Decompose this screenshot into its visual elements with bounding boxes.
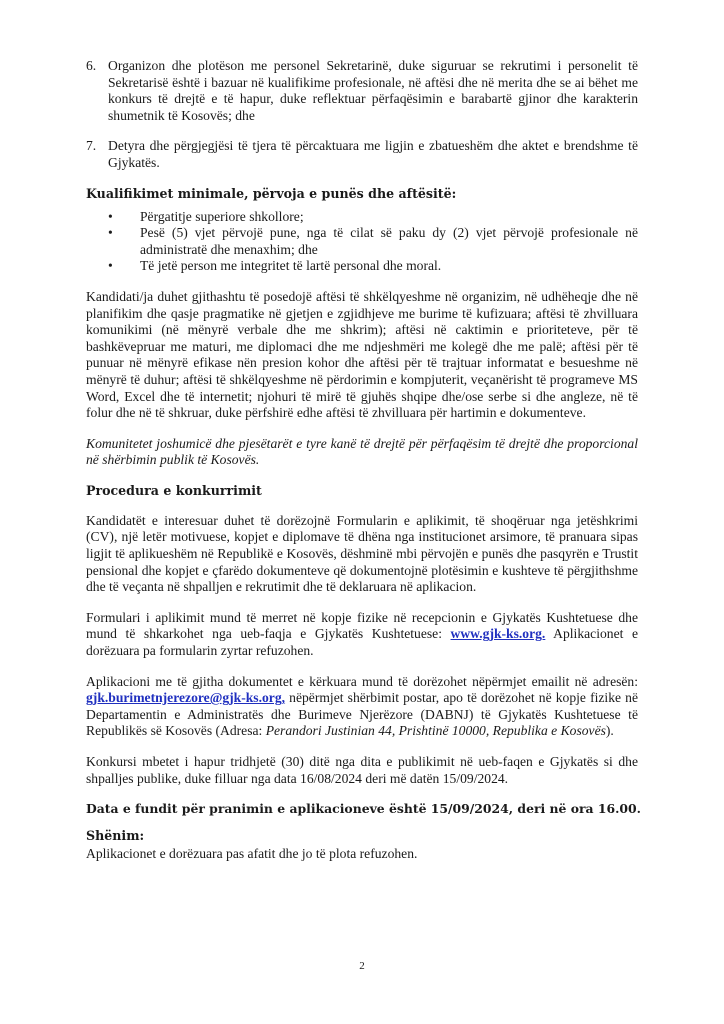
- qualification-item: [86, 209, 638, 226]
- deadline-statement: Data e fundit për pranimin e aplikacioneve është 15/09/2024, deri në ora 16.00.: [86, 801, 641, 817]
- duties-list: [86, 58, 638, 172]
- bullet-icon: •: [108, 225, 113, 241]
- duty-item: [86, 138, 638, 171]
- submission-text-end: ).: [605, 723, 614, 739]
- procedure-paragraph-submission: [86, 674, 638, 740]
- document-page: [86, 58, 641, 863]
- procedure-paragraph-documents: Kandidatët e interesuar duhet të dorëzojnë Formularin e aplikimit, të shoqëruar nga jetëshkrimi (CV), një letër motivuese, kopjet e diplomave të dhëna nga institucionet arsimore, të pranuara sipas ligjit të aplikueshëm në Republikë e Kosovës, dëshminë mbi përvojën e punës dhe pasqyrën e Trustit pensional dhe kopjet e çfarëdo dokumenteve që dokumentojnë plotësimin e kushteve të përgjithshme dhe të veçanta në shpalljen e rekrutimit dhe të deklaruara në aplikacion.: [86, 512, 638, 595]
- duty-item: [86, 58, 638, 124]
- item-number: 7.: [86, 138, 97, 154]
- qualification-text: Të jetë person me integritet të lartë personal dhe moral.: [140, 258, 442, 274]
- court-address: Perandori Justinian 44, Prishtinë 10000, Republika e Kosovës: [265, 723, 606, 739]
- procedure-paragraph-period: Konkursi mbetet i hapur tridhjetë (30) ditë nga dita e publikimit në ueb-faqen e Gjykatës si dhe shpalljes publike, duke filluar nga data 16/08/2024 deri më datën 15/09/2024.: [86, 754, 638, 786]
- website-link[interactable]: www.gjk-ks.org.: [450, 626, 546, 642]
- email-link[interactable]: gjk.burimetnjerezore@gjk-ks.org,: [86, 690, 286, 706]
- form-text: Formulari i aplikimit mund të merret në kopje fizike në recepcionin e Gjykatës Kushtetuese dhe mund të shkarkohet nga ueb-faqja e Gjykatës Kushtetuese:: [86, 609, 638, 642]
- note-title: Shënim:: [86, 827, 145, 843]
- procedure-paragraph-form: [86, 610, 638, 660]
- bullet-icon: •: [108, 258, 113, 274]
- qualification-item: [86, 258, 638, 275]
- qualification-item: [86, 225, 638, 258]
- submission-text: Aplikacioni me të gjitha dokumentet e kërkuara mund të dorëzohet nëpërmjet emailit në adresën:: [86, 673, 638, 689]
- page-number: 2: [359, 960, 365, 972]
- qualifications-list: [86, 209, 638, 275]
- form-text-end: Aplikacionet e dorëzuara pa formularin zyrtar refuzohen.: [86, 626, 638, 659]
- item-text: Detyra dhe përgjegjësi të tjera të përcaktuara me ligjin e zbatueshëm dhe aktet e brendshme të Gjykatës.: [108, 138, 638, 170]
- qualifications-heading: Kualifikimet minimale, përvoja e punës dhe aftësitë:: [86, 185, 457, 201]
- communities-note: Komunitetet joshumicë dhe pjesëtarët e tyre kanë të drejtë për përfaqësim të drejtë dhe proporcional në shërbimin publik të Kosovës.: [86, 435, 638, 468]
- item-text: Organizon dhe plotëson me personel Sekretarinë, duke siguruar se rekrutimi i personelit të Sekretarisë është i bazuar në kualifikime profesionale, në aftësi dhe në merita dhe se ai bëhet me konkurs të drejtë e të hapur, duke reflektuar përfaqësimin e barabartë gjinor dhe karakterin shumetnik të Kosovës; dhe: [108, 58, 638, 123]
- procedure-heading: Procedura e konkurrimit: [86, 482, 262, 498]
- bullet-icon: •: [108, 208, 113, 224]
- skills-paragraph: Kandidati/ja duhet gjithashtu të posedojë aftësi të shkëlqyeshme në organizim, në udhëheqje dhe në planifikim dhe qasje pragmatike në gjetjen e zgjidhjeve me burime të kufizuara; aftësi të zhvilluara komunikimi (në mënyrë verbale dhe me shkrim); aftësi në caktimin e prioriteteve, për të bashkëvepruar me maturi, me diplomaci dhe me ndjeshmëri me kolegë dhe me palë; aftësi për të punuar në mënyrë efikase nën presion kohor dhe aftësi për të trajtuar informatat e besueshme në mënyrë të duhur; aftësi të shkëlqyeshme në përdorimin e kompjuterit, veçanërisht të programeve MS Word, Excel dhe të internetit; njohuri të mirë të gjuhës shqipe dhe/ose serbe si dhe angleze, në të folur dhe në të shkruar, duke përfshirë edhe aftësi të zhvilluara për hartimin e dokumenteve.: [86, 288, 638, 421]
- note-text: Aplikacionet e dorëzuara pas afatit dhe jo të plota refuzohen.: [86, 846, 418, 862]
- qualification-text: Përgatitje superiore shkollore;: [140, 208, 304, 224]
- submission-text-middle: nëpërmjet shërbimit postar, apo të dorëzohet në kopje fizike në Departamentin e Administratës dhe Burimeve Njerëzore (DABNJ) të Gjykatës Kushtetuese të Republikës së Kosovës (Adresa:: [86, 690, 638, 739]
- item-number: 6.: [86, 58, 97, 73]
- qualification-text: Pesë (5) vjet përvojë pune, nga të cilat së paku dy (2) vjet përvojë profesionale në administratë dhe menaxhim; dhe: [140, 225, 638, 257]
